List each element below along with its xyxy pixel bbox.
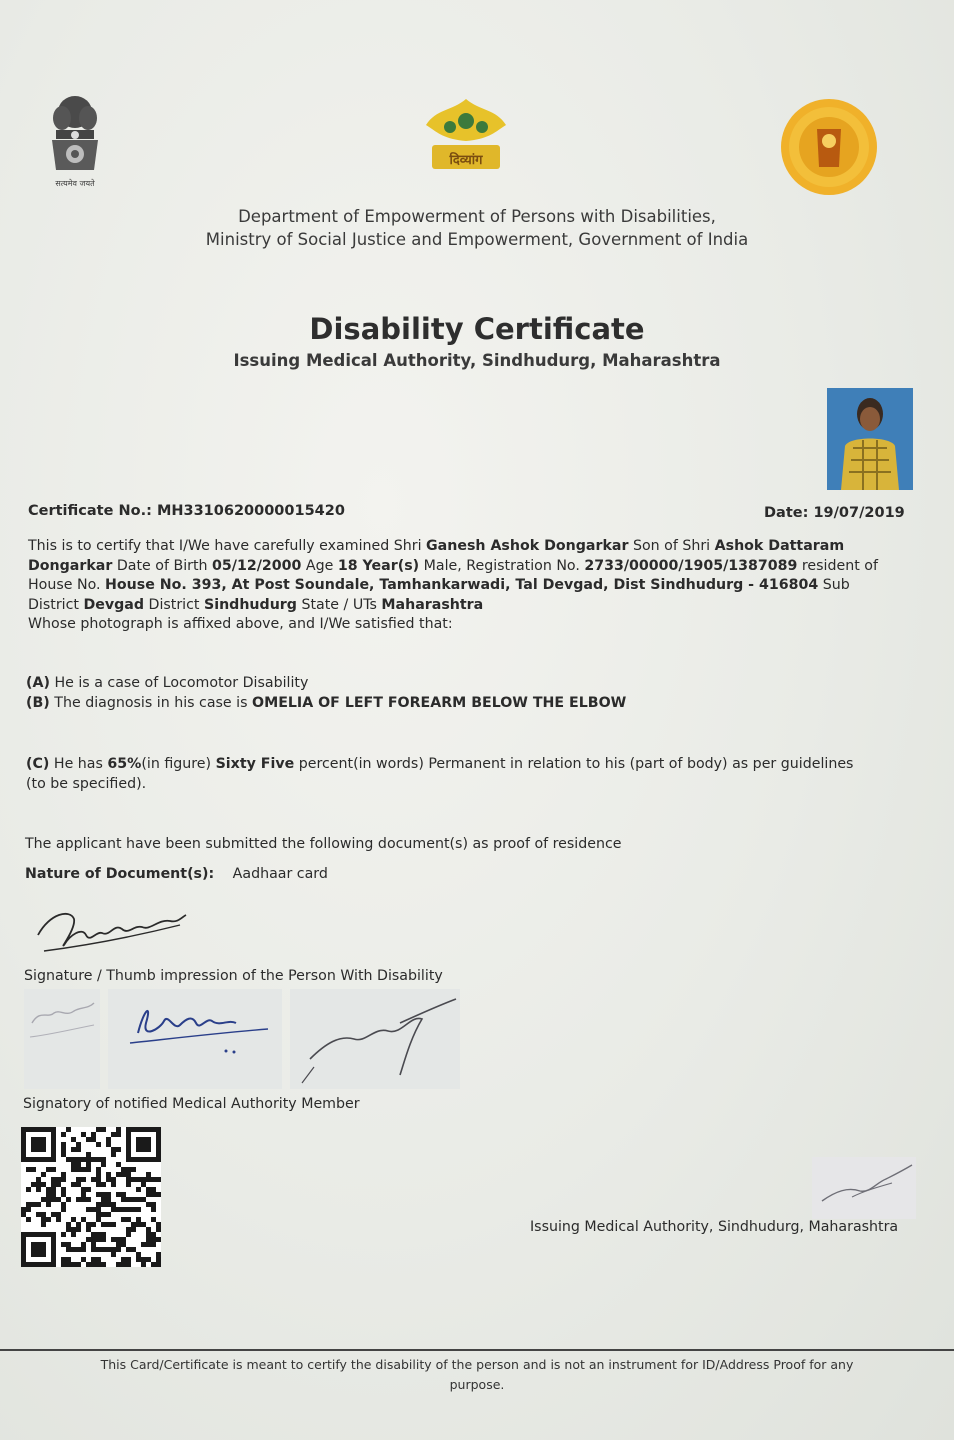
qr-code (21, 1127, 161, 1267)
clause-label: (B) (26, 695, 50, 711)
applicant-signature-caption: Signature / Thumb impression of the Person With Disability (24, 968, 443, 984)
date-of-birth: 05/12/2000 (212, 557, 302, 574)
body-text: District (144, 596, 204, 613)
applicant-photo (827, 388, 913, 490)
father-surname: Dongarkar (28, 557, 113, 574)
applicant-signature (30, 905, 190, 960)
clause-text: He has (49, 756, 108, 772)
page-title: Disability Certificate (309, 312, 645, 346)
clause-label: (C) (26, 756, 50, 772)
emblem-caption: सत्यमेव जयते (55, 179, 95, 188)
authority-signature-1 (24, 989, 100, 1089)
body-text: resident of (797, 557, 878, 574)
footer-disclaimer (40, 1355, 914, 1395)
issuer-signature (812, 1157, 916, 1219)
authority-signature-3 (290, 989, 460, 1089)
state: Maharashtra (381, 596, 484, 613)
page-subtitle: Issuing Medical Authority, Sindhudurg, Maharashtra (233, 351, 721, 370)
clause-text: The diagnosis in his case is (49, 695, 253, 711)
body-text: Age (301, 557, 338, 574)
issuer-caption: Issuing Medical Authority, Sindhudurg, Maharashtra (530, 1219, 899, 1235)
authority-signature-caption: Signatory of notified Medical Authority Member (23, 1096, 360, 1112)
clause-b (26, 695, 626, 711)
body-text: State / UTs (296, 596, 382, 613)
clause-c-continued: (to be specified). (26, 776, 147, 792)
father-name: Ashok Dattaram (714, 538, 845, 554)
clause-text: percent(in words) Permanent in relation to his (part of body) as per guidelines (294, 756, 854, 772)
applicant-name: Ganesh Ashok Dongarkar (426, 538, 629, 554)
document-nature (25, 866, 328, 882)
body-text: Male, Registration No. (419, 557, 585, 574)
date-value: 19/07/2019 (813, 505, 905, 521)
ministry-line: Ministry of Social Justice and Empowerment, Government of India (205, 230, 749, 249)
address: House No. 393, At Post Soundale, Tamhankarwadi, Tal Devgad, Dist Sindhudurg - 416804 (105, 577, 819, 593)
registration-number: 2733/00000/1905/1387089 (584, 557, 798, 574)
age: 18 Year(s) (337, 557, 420, 574)
clause-text: (in figure) (141, 756, 216, 772)
certificate-number-value: MH3310620000015420 (156, 503, 345, 519)
disability-percent: 65% (107, 756, 142, 772)
body-text: House No. (28, 577, 106, 593)
body-text: Sub (818, 577, 850, 593)
certificate-date (764, 505, 905, 521)
certificate-number (28, 503, 345, 519)
diagnosis: OMELIA OF LEFT FOREARM BELOW THE ELBOW (252, 695, 627, 711)
divyang-logo-icon (420, 95, 512, 177)
date-label: Date: (764, 505, 809, 521)
clause-a (26, 675, 308, 691)
district: Sindhudurg (204, 596, 297, 613)
authority-signature-2 (108, 989, 282, 1089)
footer-divider (0, 1349, 954, 1351)
document-value: Aadhaar card (232, 866, 328, 882)
clause-c (26, 756, 853, 772)
document-label: Nature of Document(s): (25, 866, 215, 882)
body-text: District (28, 596, 84, 613)
documents-intro: The applicant have been submitted the following document(s) as proof of residence (25, 836, 622, 852)
department-heading (0, 205, 954, 251)
certificate-number-label: Certificate No.: (28, 503, 152, 519)
logo-caption: दिव्यांग (449, 153, 483, 168)
department-line: Department of Empowerment of Persons with Disabilities, (238, 207, 716, 226)
body-text: Date of Birth (112, 557, 213, 574)
clause-label: (A) (26, 675, 50, 691)
body-text: Son of Shri (628, 538, 715, 554)
national-emblem-icon (40, 90, 110, 195)
disability-percent-words: Sixty Five (215, 756, 295, 772)
body-text: This is to certify that I/We have carefully examined Shri (28, 538, 427, 554)
sub-district: Devgad (83, 596, 145, 613)
state-seal-icon (779, 97, 879, 197)
body-text: Whose photograph is affixed above, and I/We satisfied that: (28, 616, 453, 632)
footer-line: This Card/Certificate is meant to certify the disability of the person and is not an instrument for ID/Address Proof for any (100, 1357, 854, 1372)
clause-text: He is a case of Locomotor Disability (49, 675, 309, 691)
footer-line: purpose. (449, 1377, 505, 1392)
